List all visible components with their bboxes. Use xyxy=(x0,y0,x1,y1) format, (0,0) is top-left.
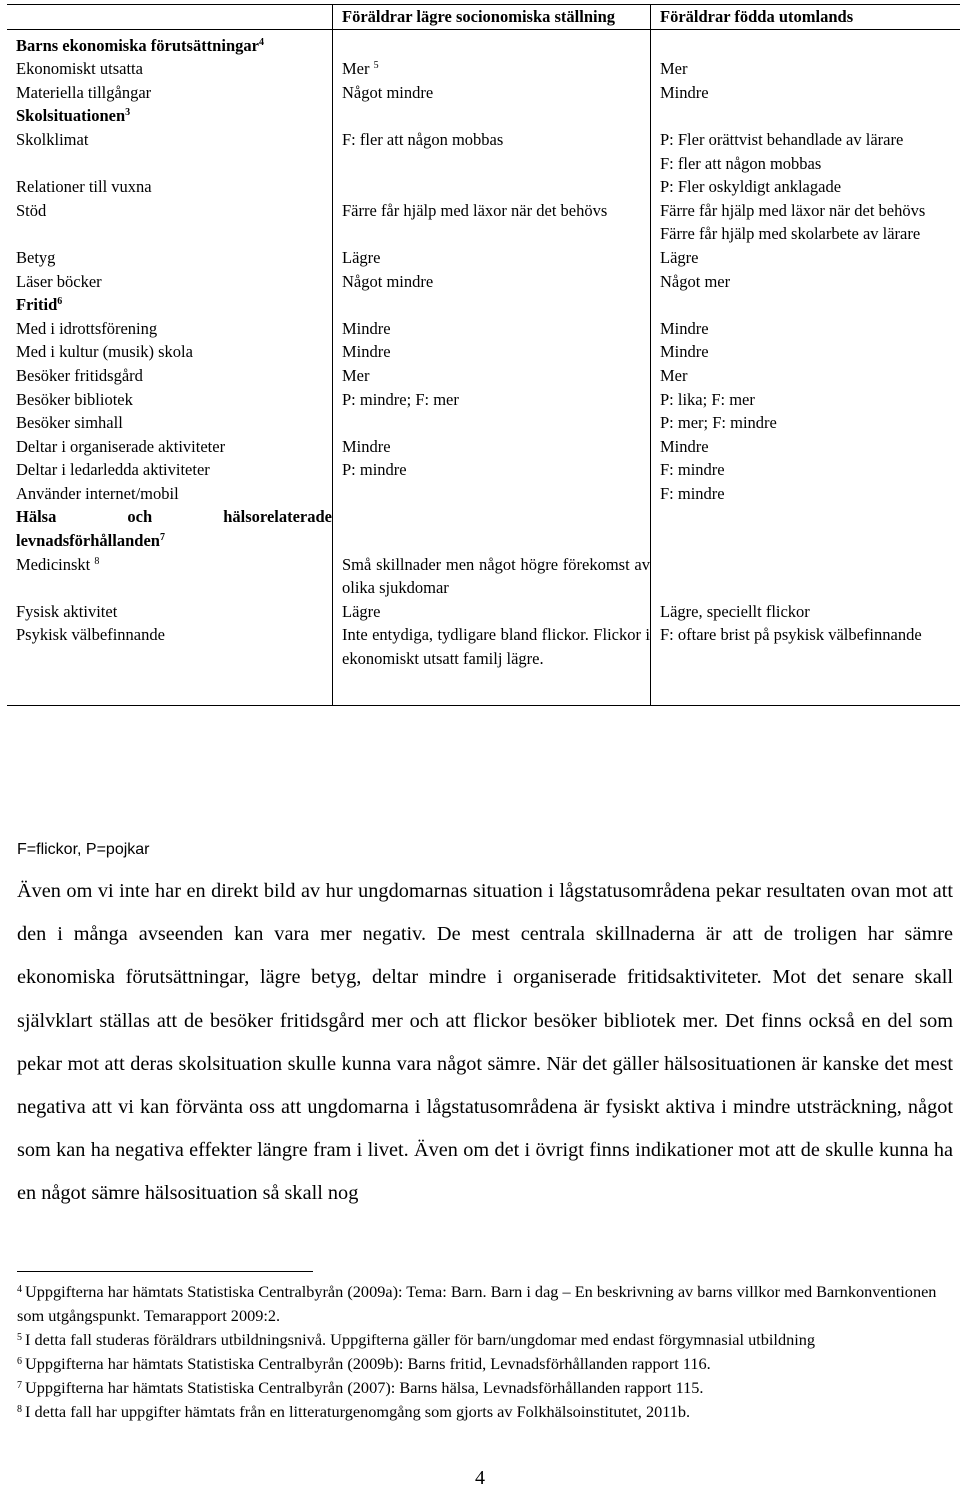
cell-col3: F: fler att någon mobbas xyxy=(660,153,822,173)
cell-col3: F: oftare brist på psykisk välbefinnande xyxy=(651,623,960,706)
footnote: $^8$ I detta fall har uppgifter hämtats från en litteraturgenomgång som gjorts av Folkhälsoinstitutet, 2011b. xyxy=(17,1402,691,1421)
header-cell-parents-born-abroad: Föräldrar födda utomlands xyxy=(651,5,960,30)
body-paragraph xyxy=(17,870,953,1216)
row-label xyxy=(7,152,333,176)
table-row xyxy=(7,553,960,600)
row-label: Med i kultur (musik) skola xyxy=(7,340,333,364)
cell-col3: Färre får hjälp med skolarbete av lärare xyxy=(660,224,921,244)
footnote: $^5$ I detta fall studeras föräldrars utbildningsnivå. Uppgifterna gäller för barn/ungdomar med endast förgymnasial utbildning xyxy=(17,1330,816,1349)
footnote-ref: 7 xyxy=(159,532,165,544)
cell-col3 xyxy=(651,553,960,600)
section-title: Fritid$^6$ xyxy=(7,293,333,317)
row-label: Ekonomiskt utsatta xyxy=(7,57,333,81)
cell-col2: Något mindre xyxy=(333,270,651,294)
row-label: Deltar i ledarledda aktiviteter xyxy=(7,458,333,482)
footnote: $^4$ Uppgifterna har hämtats Statistiska Centralbyrån (2009a): Tema: Barn. Barn i dag – En beskrivning av barns villkor med Barnkonventionen som utgångspunkt. Temarapport 2009:2. xyxy=(17,1282,937,1325)
cell-col3: Färre får hjälp med läxor när det behövs xyxy=(660,200,926,220)
footnote-ref: 3 xyxy=(125,107,131,119)
cell-col2: Små skillnader men något högre förekomst av olika sjukdomar xyxy=(333,553,651,600)
cell-col3: P: Fler oskyldigt anklagade xyxy=(660,177,842,197)
footnote-ref: 8 xyxy=(94,555,100,567)
row-label: Besöker simhall xyxy=(7,411,333,435)
table-row xyxy=(7,270,960,294)
row-label: Skolklimat xyxy=(7,128,333,152)
section-heading-row xyxy=(7,505,960,552)
row-label: Betyg xyxy=(7,246,333,270)
cell-col2: Lägre xyxy=(333,600,651,624)
table-row xyxy=(7,411,960,435)
section-heading-row xyxy=(7,29,960,57)
row-label: Materiella tillgångar xyxy=(7,81,333,105)
row-label: Använder internet/mobil xyxy=(7,482,333,506)
table-row xyxy=(7,600,960,624)
table-row xyxy=(7,458,960,482)
table-row xyxy=(7,81,960,105)
cell-col2: Inte entydiga, tydligare bland flickor. Flickor i ekonomiskt utsatt familj lägre. xyxy=(333,623,651,706)
body-text: Även om vi inte har en direkt bild av hur ungdomarnas situation i lågstatusområdena pekar resultaten ovan mot att den i många avseenden kan vara mer negativ. De mest centrala skillnaderna är att de troligen har sämre ekonomiska förutsättningar, lägre betyg, deltar mindre i organiserade fritidsaktiviteter. Mot det senare skall självklart ställas att de besöker fritidsgård mer och att flickor besöker bibliotek mer. Det finns också en del som pekar mot att deras skolsituation skulle kunna vara något sämre. När det gäller hälsosituationen är kanske det mest negativa att vi kan förvänta oss att ungdomarna i lågstatusområdena är fysiskt aktiva i mindre utsträckning, något som kan ha negativa effekter längre fram i livet. Även om det i övrigt finns indikationer mot att de skulle kunna ha en något sämre hälsosituation så skall nog xyxy=(17,880,953,1205)
table-row xyxy=(7,199,960,223)
cell-col2 xyxy=(333,222,651,246)
table-row xyxy=(7,128,960,152)
cell-col2: Något mindre xyxy=(333,81,651,105)
footnote-ref: 6 xyxy=(57,296,63,308)
cell-col2: Mer $^5$ xyxy=(333,57,651,81)
row-label: Psykisk välbefinnande xyxy=(7,623,333,706)
cell-col3: Något mer xyxy=(660,271,731,291)
row-label: Med i idrottsförening xyxy=(7,317,333,341)
cell-col3: P: Fler orättvist behandlade av lärare xyxy=(660,129,904,149)
row-label: Läser böcker xyxy=(7,270,333,294)
footnote-ref: 4 xyxy=(258,36,264,48)
cell-col3: P: lika; F: mer xyxy=(660,389,755,409)
table-row xyxy=(7,388,960,412)
cell-col3: Mer xyxy=(660,59,688,79)
row-label: Besöker bibliotek xyxy=(7,388,333,412)
table-legend: F=flickor, P=pojkar xyxy=(17,841,150,858)
cell-col2 xyxy=(333,482,651,506)
cell-col3: Mindre xyxy=(660,342,709,362)
table-row xyxy=(7,482,960,506)
table-row xyxy=(7,364,960,388)
table-row xyxy=(7,222,960,246)
cell-col3: Lägre xyxy=(660,247,699,267)
header-cell-parents-low-ses: Föräldrar lägre socionomiska ställning xyxy=(333,5,651,30)
cell-col3: Mindre xyxy=(660,436,709,456)
table-row xyxy=(7,246,960,270)
cell-col3: P: mer; F: mindre xyxy=(660,413,777,433)
row-label: Fysisk aktivitet xyxy=(7,600,333,624)
section-title: Barns ekonomiska förutsättningar$^4$ xyxy=(7,29,333,57)
table-row xyxy=(7,175,960,199)
cell-col2: P: mindre xyxy=(333,458,651,482)
row-label: Relationer till vuxna xyxy=(7,175,333,199)
footnotes xyxy=(17,1280,937,1424)
table-row xyxy=(7,623,960,706)
footnote-divider xyxy=(17,1271,313,1272)
cell-col2 xyxy=(333,152,651,176)
cell-col2: Mindre xyxy=(333,340,651,364)
cell-col2 xyxy=(333,411,651,435)
cell-col3: F: mindre xyxy=(660,460,725,480)
table-row xyxy=(7,340,960,364)
section-title: Hälsa och hälsorelaterade levnadsförhållanden$^7$ xyxy=(7,505,333,552)
table-row xyxy=(7,435,960,459)
row-label: Deltar i organiserade aktiviteter xyxy=(7,435,333,459)
table-row xyxy=(7,57,960,81)
table-row xyxy=(7,152,960,176)
footnote-ref: 5 xyxy=(373,60,379,72)
section-heading-row xyxy=(7,293,960,317)
comparison-table xyxy=(7,4,960,706)
footnote: $^6$ Uppgifterna har hämtats Statistiska Centralbyrån (2009b): Barns fritid, Levnadsförhållanden rapport 116. xyxy=(17,1354,711,1373)
cell-col3: Mer xyxy=(660,365,688,385)
table-header-row xyxy=(7,5,960,30)
footnote: $^7$ Uppgifterna har hämtats Statistiska Centralbyrån (2007): Barns hälsa, Levnadsförhållanden rapport 115. xyxy=(17,1378,704,1397)
page-number: 4 xyxy=(475,1467,485,1489)
cell-col3: Mindre xyxy=(660,318,709,338)
row-label xyxy=(7,222,333,246)
cell-col2: Färre får hjälp med läxor när det behövs xyxy=(333,199,651,223)
cell-col2 xyxy=(333,175,651,199)
row-label: Medicinskt $^8$ xyxy=(7,553,333,600)
cell-col3: F: mindre xyxy=(660,483,725,503)
table-row xyxy=(7,317,960,341)
section-heading-row xyxy=(7,104,960,128)
cell-col2: Mer xyxy=(333,364,651,388)
cell-col2: Mindre xyxy=(333,317,651,341)
row-label: Stöd xyxy=(7,199,333,223)
row-label: Besöker fritidsgård xyxy=(7,364,333,388)
cell-col2: Mindre xyxy=(333,435,651,459)
cell-col3: Mindre xyxy=(660,82,709,102)
cell-col2: F: fler att någon mobbas xyxy=(333,128,651,152)
cell-col2: P: mindre; F: mer xyxy=(333,388,651,412)
cell-col3: Lägre, speciellt flickor xyxy=(660,601,810,621)
header-cell-empty xyxy=(7,5,333,30)
section-title: Skolsituationen$^3$ xyxy=(7,104,333,128)
cell-col2: Lägre xyxy=(333,246,651,270)
